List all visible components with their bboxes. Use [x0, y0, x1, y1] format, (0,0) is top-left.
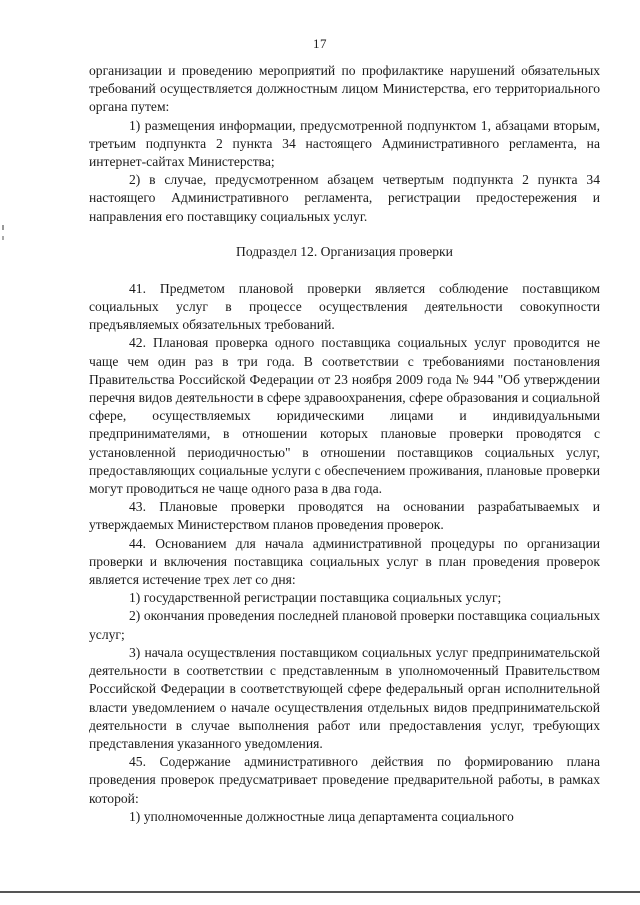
scan-edge-mark: [2, 236, 4, 240]
paragraph: 2) в случае, предусмотренном абзацем четвертым подпункта 2 пункта 34 настоящего Административного регламента, регистрации предостережения и направления его поставщику социальных услуг.: [89, 172, 600, 224]
paragraph: 1) государственной регистрации поставщика социальных услуг;: [129, 590, 502, 606]
paragraph: организации и проведению мероприятий по профилактике нарушений обязательных требований осуществляется должностным лицом Министерства, его территориального органа путем:: [89, 63, 600, 115]
paragraph: 2) окончания проведения последней плановой проверки поставщика социальных услуг;: [89, 608, 600, 642]
paragraph: 43. Плановые проверки проводятся на основании разрабатываемых и утверждаемых Министерством планов проведения проверок.: [89, 499, 600, 533]
paragraph: 41. Предметом плановой проверки является соблюдение поставщиком социальных услуг в процессе осуществления деятельности совокупности предъявляемых обязательных требований.: [89, 280, 600, 333]
paragraph: 44. Основанием для начала административной процедуры по организации проверки и включения поставщика социальных услуг в план проведения проверок является истечение трех лет со дня:: [89, 535, 600, 588]
scan-bottom-edge: [0, 891, 640, 893]
document-body: [89, 62, 600, 826]
paragraph: 42. Плановая проверка одного поставщика социальных услуг проводится не чаще чем один раз в три года. В соответствии с требованиями постановления Правительства Российской Федерации от 23 ноября 2009 года № 944 "Об утверждении перечня видов деятельности в сфере здравоохранения, сфере образования и социальной сфере, осуществляемых юридическими лицами и индивидуальными предпринимателями, в отношении которых плановые проверки проводятся с установленной периодичностью" в отношении поставщиков социальных услуг, предоставляющих социальные услуги с обеспечением проживания, плановые проверки могут проводиться не чаще одного раза в два года.: [89, 335, 600, 497]
scan-edge-mark: [2, 225, 4, 230]
section-heading: Подраздел 12. Организация проверки: [236, 243, 453, 259]
paragraph: 1) уполномоченные должностные лица департамента социального: [129, 808, 514, 824]
paragraph: 45. Содержание административного действия по формированию плана проведения проверок предусматривает проведение предварительной работы, в рамках которой:: [89, 754, 600, 806]
paragraph: 1) размещения информации, предусмотренной подпунктом 1, абзацами вторым, третьим подпункта 2 пункта 34 настоящего Административного регламента, на интернет-сайтах Министерства;: [89, 117, 600, 170]
page-number: 17: [313, 36, 327, 51]
paragraph: 3) начала осуществления поставщиком социальных услуг предпринимательской деятельности в соответствии с представленным в уполномоченный Правительством Российской Федерации в соответствующей сфере федеральный орган исполнительной власти уведомлением о начале осуществления отдельных видов предпринимательской деятельности в случае выполнения работ или предоставления услуг, требующих представления указанного уведомления.: [89, 644, 600, 751]
